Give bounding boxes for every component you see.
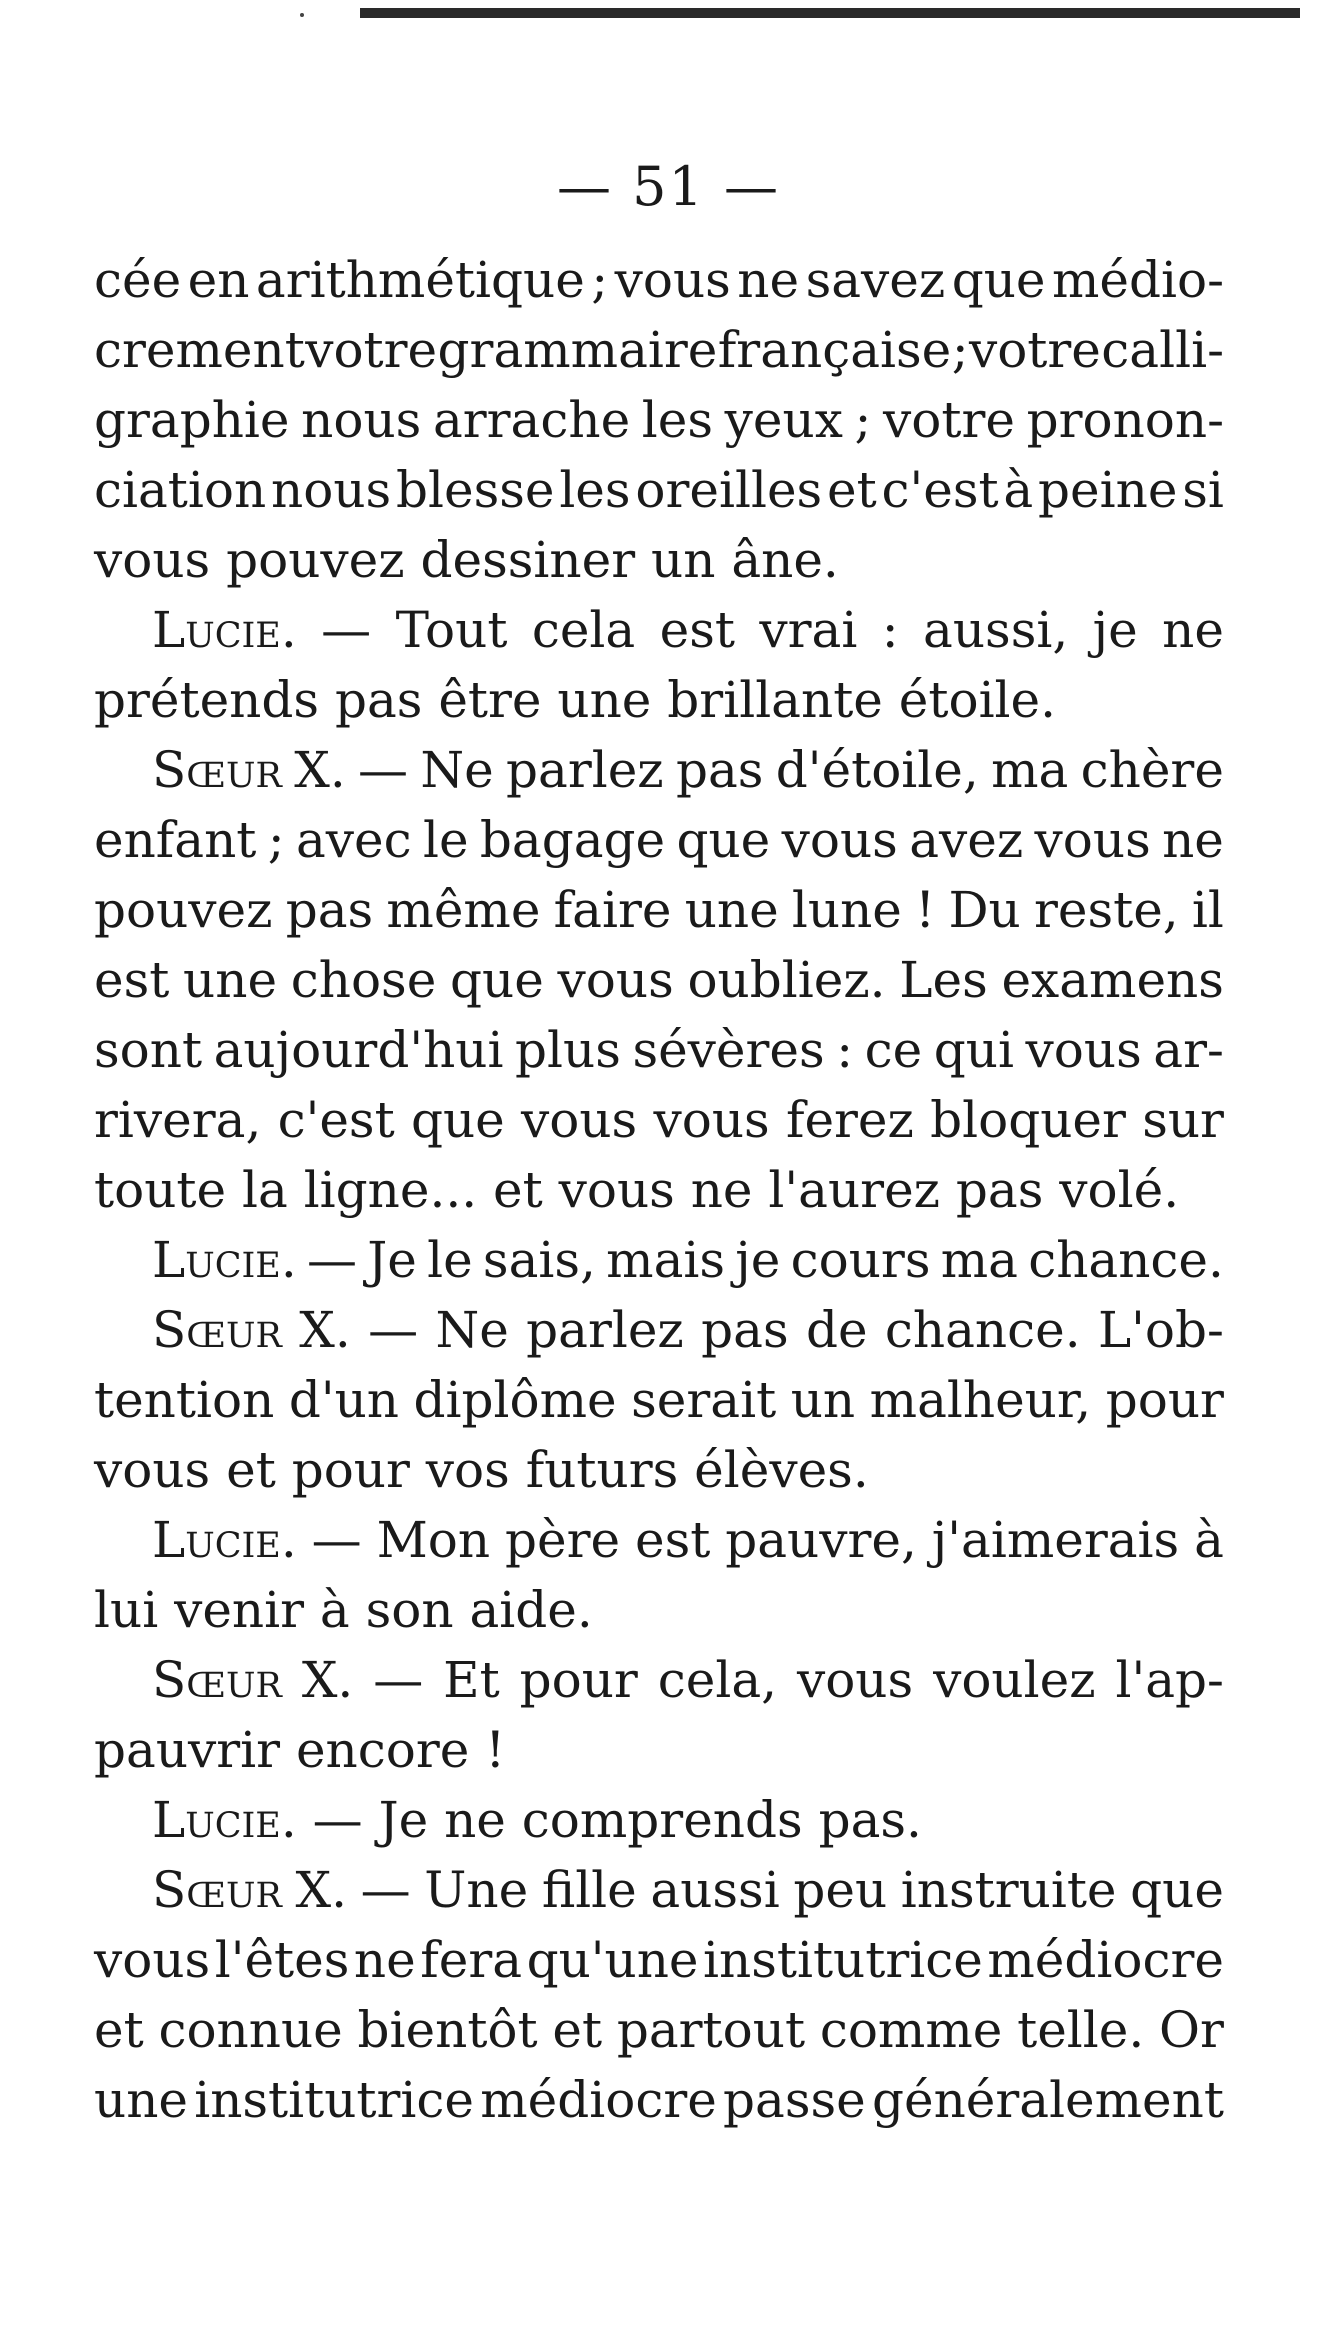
text-line: vous l'êtes ne fera qu'une institutrice médiocre: [94, 1931, 1224, 1989]
body-text: [94, 245, 1224, 2135]
page-number: — 51 —: [556, 155, 781, 218]
text-line: Lucie. — Je le sais, mais je cours ma chance.: [152, 1231, 1224, 1289]
text-line: Sœur X. — Ne parlez pas de chance. L'ob-: [152, 1301, 1224, 1359]
text-line: toute la ligne... et vous ne l'aurez pas volé.: [94, 1161, 1180, 1219]
text-line: Lucie. — Je ne comprends pas.: [152, 1791, 922, 1849]
text-line: ciation nous blesse les oreilles et c'est à peine si: [94, 461, 1224, 519]
text-line: est une chose que vous oubliez. Les examens: [94, 951, 1224, 1009]
top-rule: [360, 8, 1300, 18]
text-line: prétends pas être une brillante étoile.: [94, 671, 1057, 729]
text-line: enfant ; avec le bagage que vous avez vous ne: [94, 811, 1224, 869]
text-line: sont aujourd'hui plus sévères : ce qui vous ar-: [94, 1021, 1224, 1079]
text-line: Sœur X. — Ne parlez pas d'étoile, ma chère: [152, 741, 1224, 799]
text-line: cée en arithmétique ; vous ne savez que médio-: [94, 251, 1224, 309]
text-line: graphie nous arrache les yeux ; votre pronon-: [94, 391, 1224, 449]
text-line: et connue bientôt et partout comme telle. Or: [94, 2001, 1224, 2059]
text-line: tention d'un diplôme serait un malheur, pour: [94, 1371, 1224, 1429]
top-mark-dot: [300, 13, 304, 17]
text-line: Lucie. — Tout cela est vrai : aussi, je ne: [152, 601, 1224, 659]
text-line: crement votre grammaire française ; votre calli-: [94, 321, 1224, 379]
text-line: vous pouvez dessiner un âne.: [94, 531, 839, 589]
text-line: Sœur X. — Et pour cela, vous voulez l'ap-: [152, 1651, 1224, 1709]
text-line: Sœur X. — Une fille aussi peu instruite que: [152, 1861, 1224, 1919]
text-line: lui venir à son aide.: [94, 1581, 593, 1639]
text-line: une institutrice médiocre passe généralement: [94, 2071, 1224, 2129]
text-line: rivera, c'est que vous vous ferez bloquer sur: [94, 1091, 1224, 1149]
text-line: pouvez pas même faire une lune ! Du reste, il: [94, 881, 1224, 939]
text-line: Lucie. — Mon père est pauvre, j'aimerais à: [152, 1511, 1224, 1569]
text-line: pauvrir encore !: [94, 1721, 506, 1779]
text-line: vous et pour vos futurs élèves.: [94, 1441, 869, 1499]
